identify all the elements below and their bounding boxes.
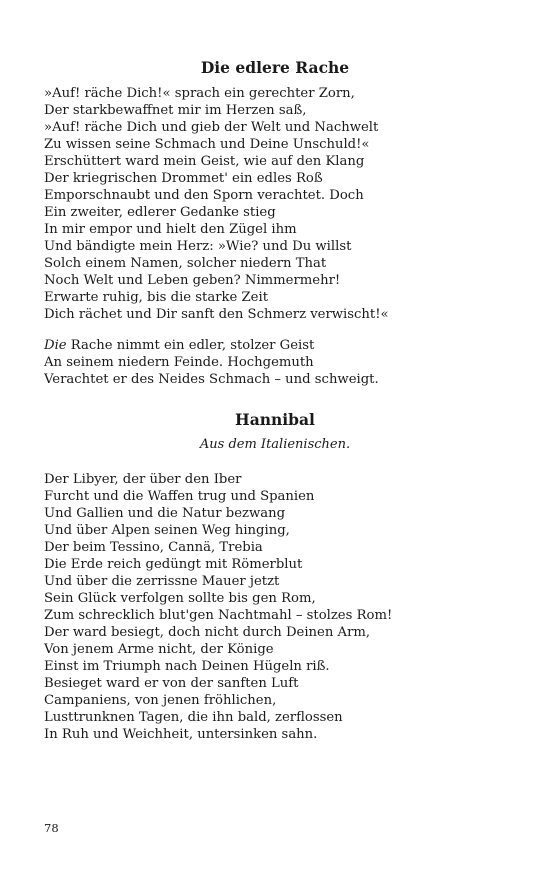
italic-word: Die [44, 338, 67, 353]
poem-line: »Auf! räche Dich und gieb der Welt und Nachwelt [44, 120, 379, 135]
poem-line: Emporschnaubt und den Sporn verachtet. Doch [44, 188, 364, 203]
poem-line: Und bändigte mein Herz: »Wie? und Du willst [44, 239, 352, 254]
poem-line: Solch einem Namen, solcher niedern That [44, 256, 327, 271]
poem-line: In Ruh und Weichheit, untersinken sahn. [44, 727, 318, 742]
line-text: Rache nimmt ein edler, stolzer Geist [66, 338, 315, 353]
poem1-stanza-2 [44, 337, 514, 388]
poem-line: Verachtet er des Neides Schmach – und schweigt. [44, 372, 379, 387]
poem-line: Und über Alpen seinen Weg hinging, [44, 523, 290, 538]
poem-line: Der kriegrischen Drommet' ein edles Roß [44, 171, 323, 186]
poem-line: Ein zweiter, edlerer Gedanke stieg [44, 205, 276, 220]
poem-line: Erwarte ruhig, bis die starke Zeit [44, 290, 268, 305]
poem-line: An seinem niedern Feinde. Hochgemuth [44, 355, 314, 370]
poem-subtitle: Aus dem Italienischen. [199, 437, 351, 452]
poem-line [44, 337, 514, 354]
poem-line: Erschüttert ward mein Geist, wie auf den Klang [44, 154, 365, 169]
poem-line: Lusttrunknen Tagen, die ihn bald, zerflossen [44, 710, 343, 725]
poem-line: Besieget ward er von der sanften Luft [44, 676, 299, 691]
poem-title-die-edlere-rache: Die edlere Rache [200, 58, 350, 77]
poem-line: Und Gallien und die Natur bezwang [44, 506, 286, 521]
page-number: 78 [44, 821, 59, 835]
poem-line: Der starkbewaffnet mir im Herzen saß, [44, 103, 307, 118]
poem-line: Der beim Tessino, Cannä, Trebia [44, 540, 263, 555]
poem-line: Dich rächet und Dir sanft den Schmerz verwischt!« [44, 307, 389, 322]
poem-line: Campaniens, von jenen fröhlichen, [44, 693, 277, 708]
poem-line: Und über die zerrissne Mauer jetzt [44, 574, 280, 589]
poem-line: Der ward besiegt, doch nicht durch Deinen Arm, [44, 625, 371, 640]
poem-title-hannibal: Hannibal [235, 410, 315, 429]
poem-line: Furcht und die Waffen trug und Spanien [44, 489, 315, 504]
poem-line: Zum schrecklich blut'gen Nachtmahl – stolzes Rom! [44, 608, 393, 623]
poem-line: Sein Glück verfolgen sollte bis gen Rom, [44, 591, 316, 606]
poem1-stanza-1 [44, 85, 514, 323]
poem-line: Der Libyer, der über den Iber [44, 472, 242, 487]
poem-line: Die Erde reich gedüngt mit Römerblut [44, 557, 303, 572]
poem-line: Von jenem Arme nicht, der Könige [44, 642, 274, 657]
poem-line: In mir empor und hielt den Zügel ihm [44, 222, 297, 237]
poem-line: Zu wissen seine Schmach und Deine Unschuld!« [44, 137, 370, 152]
poem2-stanza [44, 471, 514, 743]
poem-line: »Auf! räche Dich!« sprach ein gerechter Zorn, [44, 86, 355, 101]
poem-line: Einst im Triumph nach Deinen Hügeln riß. [44, 659, 330, 674]
poem-line: Noch Welt und Leben geben? Nimmermehr! [44, 273, 341, 288]
